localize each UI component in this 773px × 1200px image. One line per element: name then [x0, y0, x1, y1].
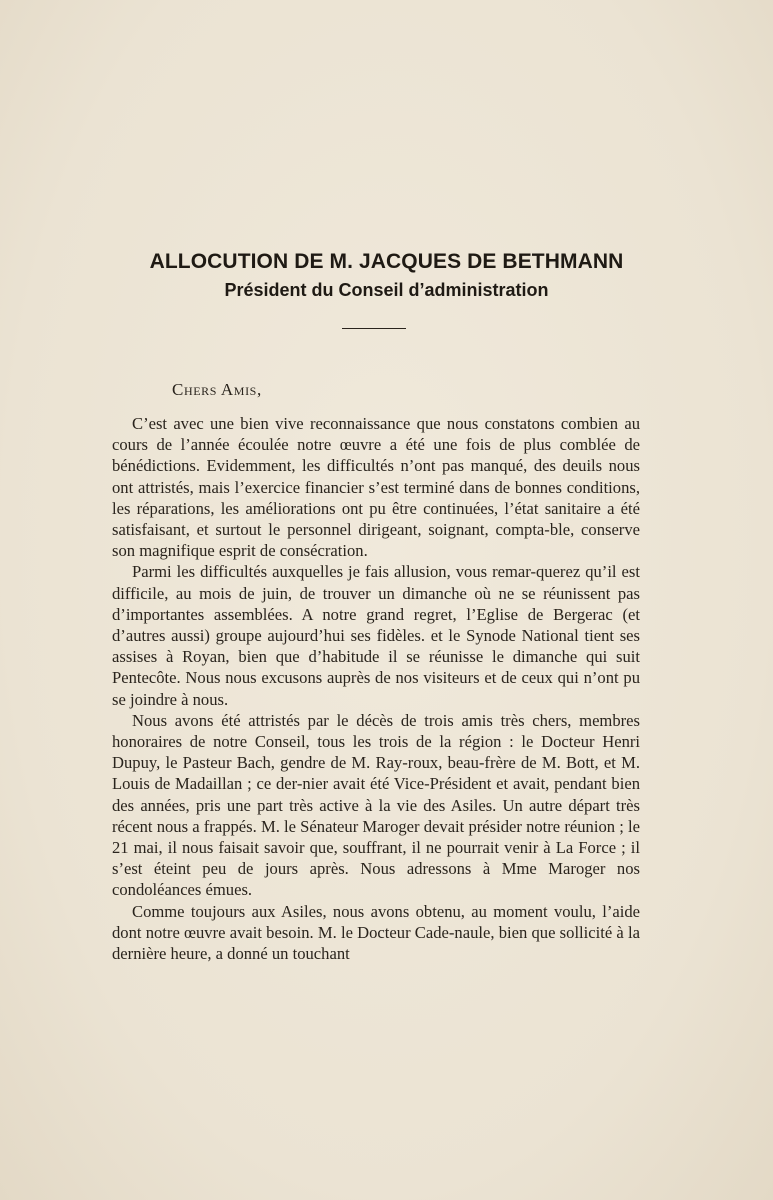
salutation: Chers Amis,	[172, 380, 262, 399]
paragraph: C’est avec une bien vive reconnaissance que nous constatons combien au cours de l’année écoulée notre œuvre a été une fois de plus comblée de bénédictions. Evidemment, les difficultés n’ont pas manqué, des deuils nous ont attristés, mais l’exercice financier s’est terminé dans de bonnes conditions, les réparations, les améliorations ont pu être continuées, l’état sanitaire a été satisfaisant, et surtout le personnel dirigeant, soignant, compta-ble, conserve son magnifique esprit de consécration.	[112, 414, 640, 561]
paragraph: Parmi les difficultés auxquelles je fais allusion, vous remar-querez qu’il est difficile, au mois de juin, de trouver un dimanche où ne se réunissent pas d’importantes assemblées. A notre grand regret, l’Eglise de Bergerac (et d’autres aussi) groupe aujourd’hui ses fidèles. et le Synode National tient ses assises à Royan, bien que d’habitude il se réunisse le dimanche qui suit Pentecôte. Nous nous excusons auprès de nos visiteurs et de ceux qui n’ont pu se joindre à nous.	[112, 562, 640, 709]
page-subtitle: Président du Conseil d’administration	[224, 280, 549, 300]
paragraph: Nous avons été attristés par le décès de trois amis très chers, membres honoraires de notre Conseil, tous les trois de la région : le Docteur Henri Dupuy, le Pasteur Bach, gendre de M. Ray-roux, beau-frère de M. Bott, et M. Louis de Madaillan ; ce der-nier avait été Vice-Président et avait, pendant bien des années, pris une part très active à la vie des Asiles. Un autre départ très récent nous a frappés. M. le Sénateur Maroger devait présider notre réunion ; le 21 mai, il nous faisait savoir que, souffrant, il ne pourrait venir à La Force ; il s’est éteint peu de jours après. Nous adressons à Mme Maroger nos condoléances émues.	[112, 710, 640, 900]
paragraph: Comme toujours aux Asiles, nous avons obtenu, au moment voulu, l’aide dont notre œuvre avait besoin. M. le Docteur Cade-naule, bien que sollicité à la dernière heure, a donné un touchant	[112, 901, 640, 964]
title-divider	[342, 328, 406, 329]
body-text	[112, 413, 640, 964]
page-title: ALLOCUTION DE M. JACQUES DE BETHMANN	[149, 250, 624, 273]
